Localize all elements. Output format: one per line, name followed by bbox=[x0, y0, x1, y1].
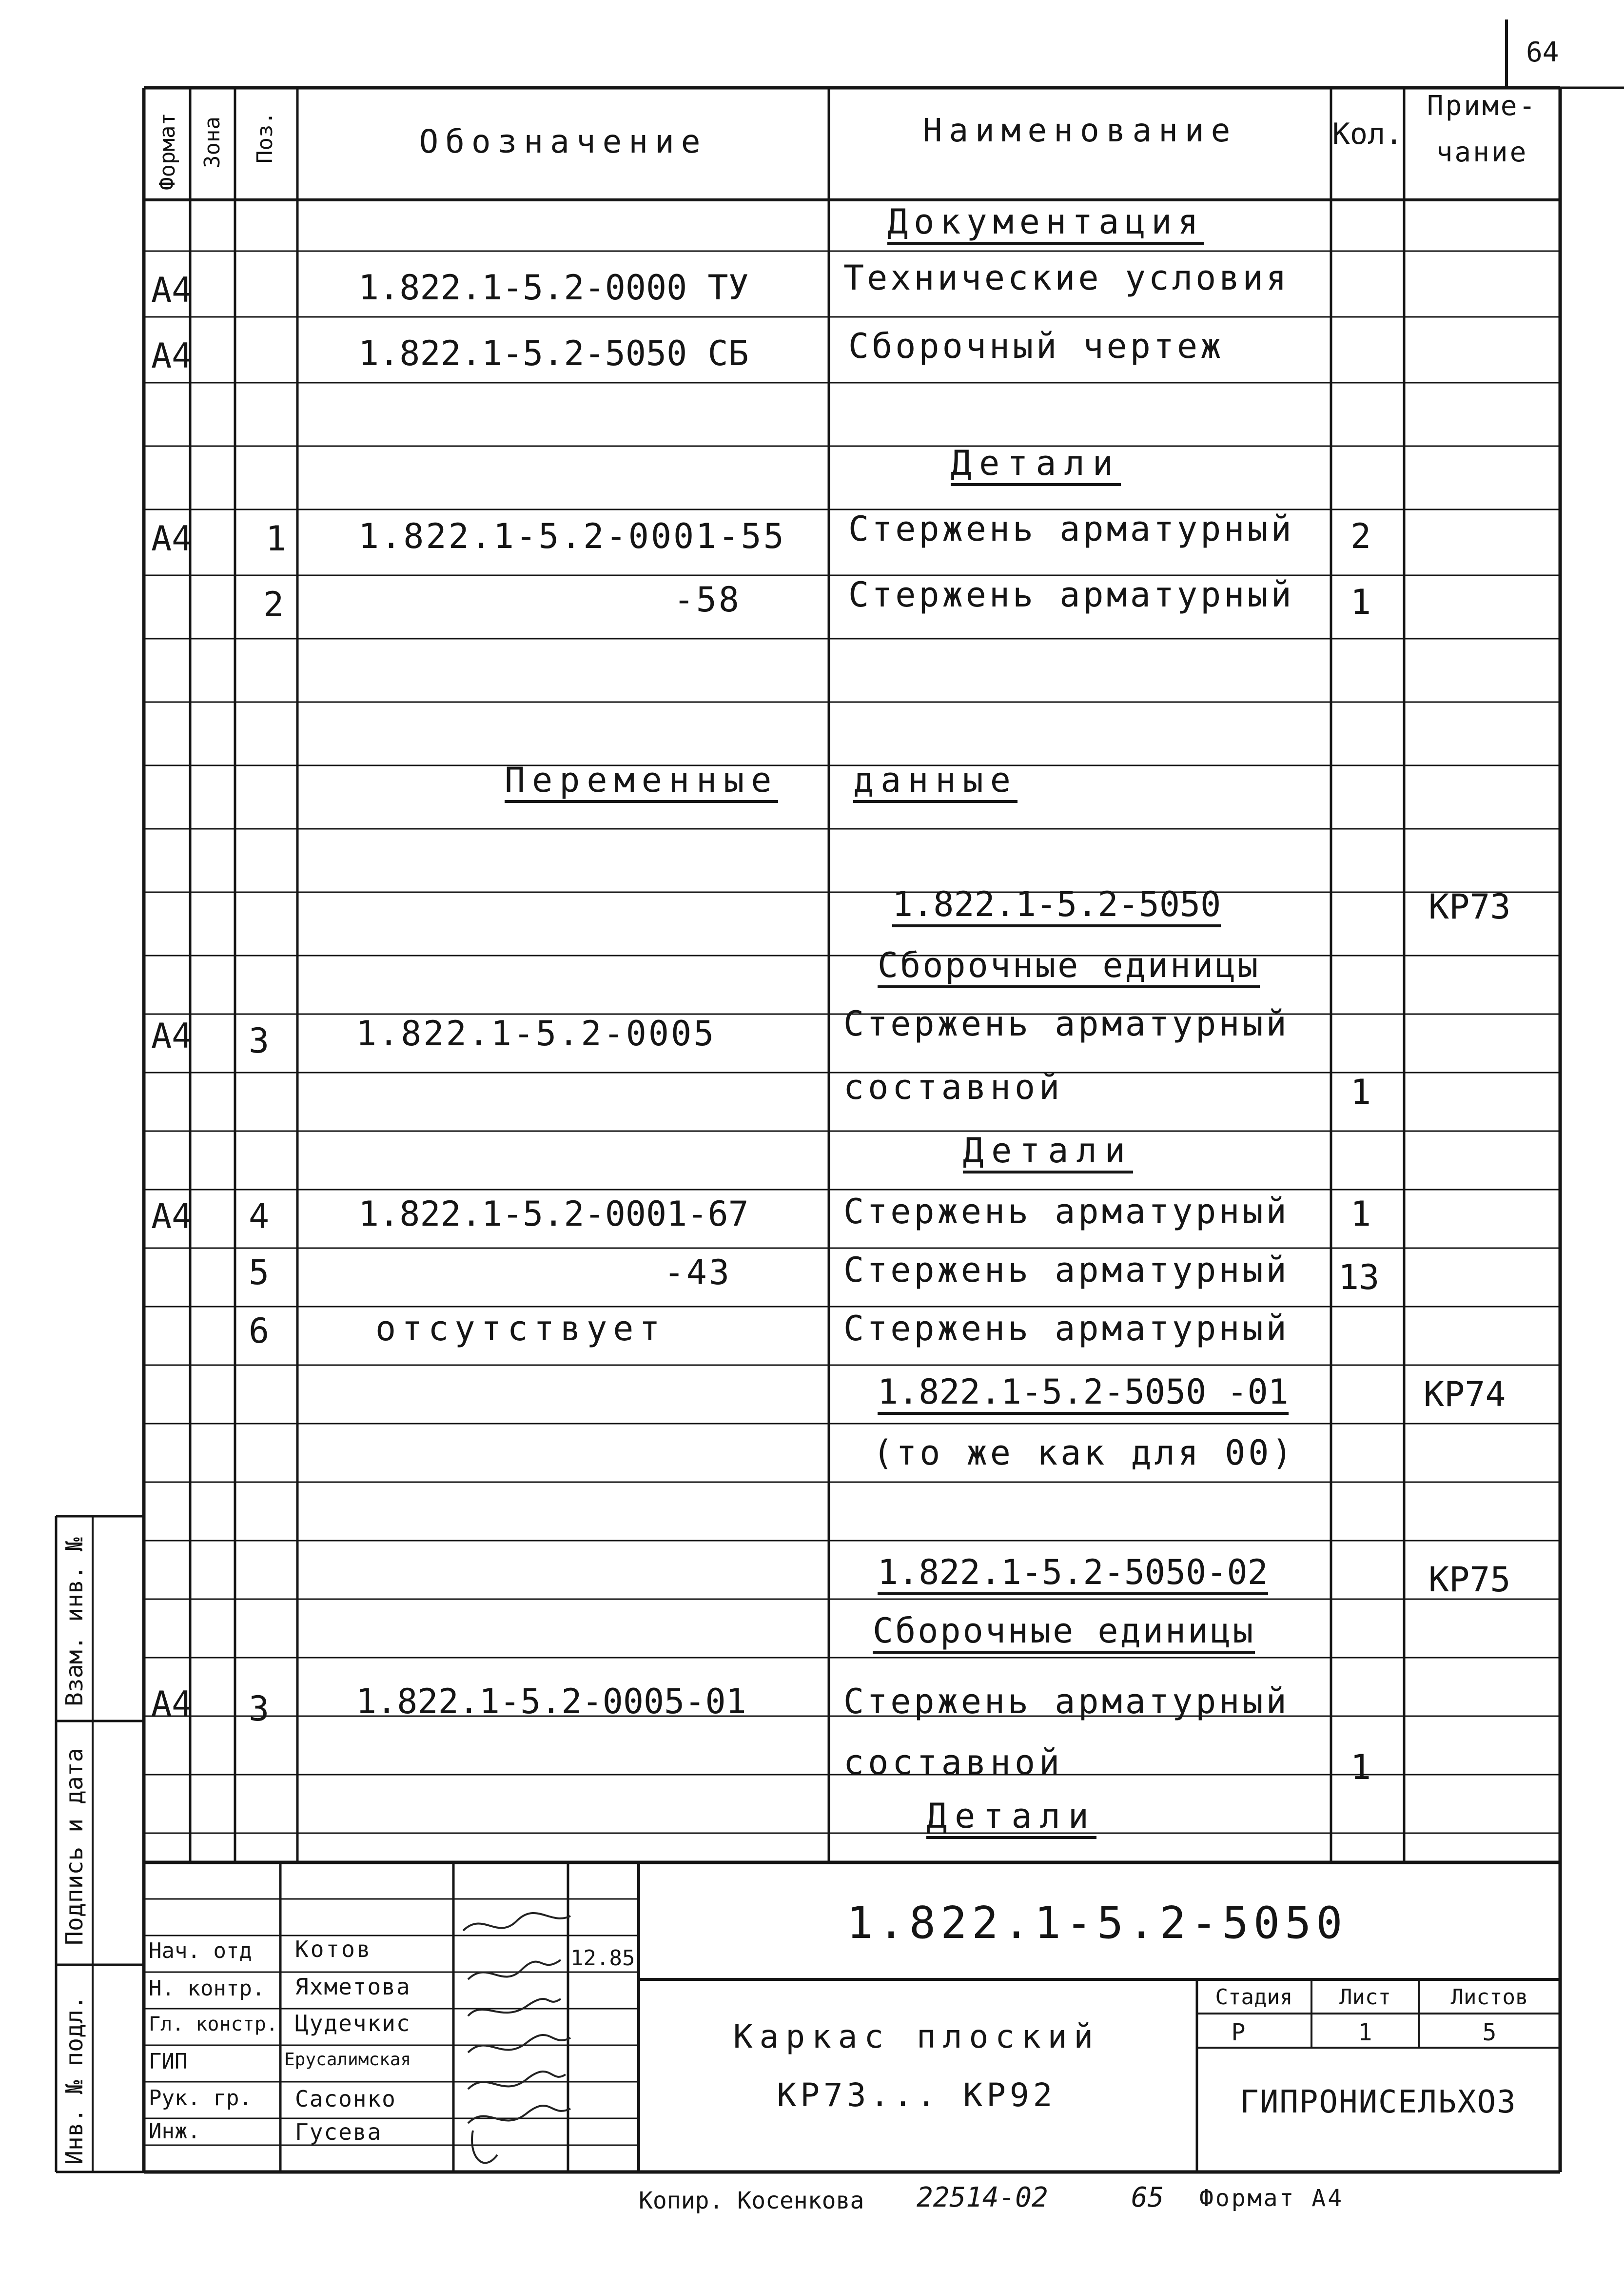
row-pos: 6 bbox=[249, 1311, 270, 1351]
header-name: Наименование bbox=[922, 112, 1237, 149]
variant-designation: 1.822.1-5.2-5050 -01 bbox=[878, 1375, 1289, 1415]
section-title-details: Детали bbox=[951, 446, 1121, 486]
signatory-role: Нач. отд bbox=[149, 1938, 252, 1963]
stage-label: Стадия bbox=[1215, 1985, 1293, 2010]
signatory-name: Яхметова bbox=[295, 1974, 411, 2000]
row-name: (то же как для 00) bbox=[873, 1433, 1295, 1473]
page-number: 64 bbox=[1526, 37, 1559, 68]
row-format: А4 bbox=[151, 1196, 193, 1236]
row-pos: 3 bbox=[249, 1689, 270, 1729]
sheets-label: Листов bbox=[1450, 1985, 1528, 2010]
row-format: А4 bbox=[151, 270, 193, 310]
signatory-name: Сасонко bbox=[295, 2086, 396, 2112]
row-qty: 2 bbox=[1350, 516, 1371, 556]
header-pos: Поз. bbox=[253, 112, 277, 163]
organization-name: ГИПРОНИСЕЛЬХОЗ bbox=[1240, 2084, 1517, 2120]
row-designation: -43 bbox=[664, 1252, 731, 1292]
side-label-podpis-data: Подпись и дата bbox=[61, 1748, 88, 1945]
row-name: составной bbox=[843, 1742, 1064, 1782]
row-name: Стержень арматурный bbox=[843, 1250, 1290, 1290]
row-qty: 1 bbox=[1350, 1072, 1371, 1112]
row-pos: 2 bbox=[263, 585, 284, 625]
row-name: Технические условия bbox=[843, 258, 1290, 298]
row-designation: отсутствует bbox=[375, 1309, 666, 1349]
document-number: 1.822.1-5.2-5050 bbox=[846, 1897, 1348, 1949]
header-note-line1: Приме- bbox=[1427, 90, 1538, 122]
row-pos: 1 bbox=[266, 519, 287, 559]
signatory-role: Гл. констр. bbox=[149, 2013, 278, 2035]
footer-number: 22514-02 bbox=[917, 2182, 1048, 2213]
row-name: Стержень арматурный bbox=[848, 575, 1294, 615]
signatory-name: Котов bbox=[295, 1936, 372, 1962]
signatory-role: ГИП bbox=[149, 2049, 188, 2074]
stage-value: Р bbox=[1231, 2019, 1246, 2046]
sheets-value: 5 bbox=[1482, 2019, 1497, 2046]
signatory-name: Ерусалимская bbox=[284, 2050, 411, 2070]
section-title-assemblies: Сборочные единицы bbox=[878, 948, 1260, 988]
variant-designation: 1.822.1-5.2-5050 bbox=[892, 887, 1221, 927]
variant-note: КР74 bbox=[1424, 1374, 1506, 1414]
row-name: Стержень арматурный bbox=[843, 1004, 1290, 1044]
row-designation: 1.822.1-5.2-0005 bbox=[356, 1014, 716, 1054]
row-name: Сборочный чертеж bbox=[848, 326, 1224, 366]
header-designation: Обозначение bbox=[419, 123, 707, 160]
row-designation: 1.822.1-5.2-0005-01 bbox=[356, 1682, 746, 1721]
row-name: Стержень арматурный bbox=[843, 1192, 1290, 1232]
row-designation: 1.822.1-5.2-5050 СБ bbox=[358, 333, 749, 373]
footer-copied-by: Копир. Косенкова bbox=[639, 2187, 864, 2214]
section-title-documentation: Документация bbox=[887, 205, 1204, 245]
approval-date: 12.85 bbox=[570, 1946, 635, 1971]
sheet-value: 1 bbox=[1358, 2019, 1372, 2046]
document-title-line1: Каркас плоский bbox=[733, 2018, 1100, 2055]
row-format: А4 bbox=[151, 519, 193, 559]
signatory-name: Гусева bbox=[295, 2119, 382, 2145]
row-designation: -58 bbox=[673, 580, 741, 620]
section-title-data: данные bbox=[853, 763, 1017, 803]
section-title-assemblies: Сборочные единицы bbox=[873, 1614, 1255, 1654]
signatory-role: Рук. гр. bbox=[149, 2086, 252, 2111]
row-designation: 1.822.1-5.2-0000 ТУ bbox=[358, 268, 749, 308]
row-qty: 1 bbox=[1350, 1747, 1371, 1787]
footer-format: Формат А4 bbox=[1199, 2185, 1344, 2212]
row-name: составной bbox=[843, 1067, 1064, 1107]
document-title-line2: КР73... КР92 bbox=[777, 2076, 1057, 2114]
row-designation: 1.822.1-5.2-0001-67 bbox=[358, 1194, 749, 1234]
row-pos: 4 bbox=[249, 1196, 270, 1236]
side-label-vzam-inv: Взам. инв. № bbox=[61, 1537, 88, 1706]
header-format: Формат bbox=[155, 113, 180, 190]
signatory-name: Цудечкис bbox=[295, 2010, 411, 2036]
row-name: Стержень арматурный bbox=[843, 1309, 1290, 1349]
row-qty: 13 bbox=[1338, 1257, 1380, 1297]
row-qty: 1 bbox=[1350, 582, 1371, 622]
section-title-details: Детали bbox=[963, 1134, 1133, 1173]
row-pos: 5 bbox=[249, 1252, 270, 1292]
header-zone: Зона bbox=[200, 117, 225, 168]
row-name: Стержень арматурный bbox=[848, 509, 1294, 549]
signatory-role: Н. контр. bbox=[149, 1976, 265, 2001]
side-label-inv-podl: Инв. № подл. bbox=[61, 1995, 88, 2165]
row-qty: 1 bbox=[1350, 1194, 1371, 1234]
row-name: Стержень арматурный bbox=[843, 1682, 1290, 1721]
row-format: А4 bbox=[151, 1016, 193, 1056]
row-pos: 3 bbox=[249, 1021, 270, 1061]
variant-note: КР75 bbox=[1428, 1560, 1511, 1600]
section-title-details: Детали bbox=[926, 1799, 1096, 1839]
header-qty: Кол. bbox=[1332, 117, 1403, 151]
row-format: А4 bbox=[151, 1684, 193, 1724]
variant-note: КР73 bbox=[1428, 887, 1511, 927]
section-title-variable: Переменные bbox=[505, 763, 778, 803]
row-designation: 1.822.1-5.2-0001-55 bbox=[358, 516, 786, 556]
signatory-role: Инж. bbox=[149, 2119, 200, 2144]
sheet-label: Лист bbox=[1339, 1985, 1391, 2010]
header-note-line2: чание bbox=[1436, 137, 1528, 168]
handwritten-signatures bbox=[453, 1901, 580, 2194]
variant-designation: 1.822.1-5.2-5050-02 bbox=[878, 1555, 1268, 1595]
row-format: А4 bbox=[151, 336, 193, 376]
footer-sheet-no: 65 bbox=[1131, 2182, 1164, 2213]
